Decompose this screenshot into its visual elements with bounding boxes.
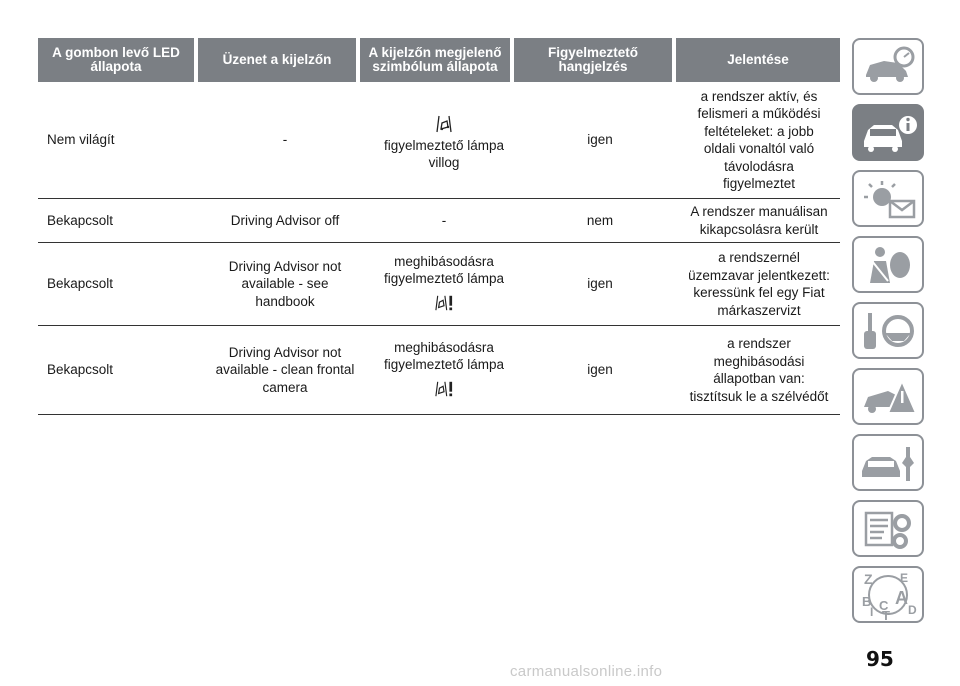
warning-table	[38, 38, 840, 415]
header-led-state: A gombon levő LED állapota	[38, 38, 194, 82]
chapter-sidebar	[852, 38, 924, 632]
car-warning-triangle-icon	[858, 375, 918, 419]
cell-led: Bekapcsolt	[47, 212, 114, 228]
seatbelt-airbag-icon	[858, 243, 918, 287]
tab-starting-driving[interactable]	[852, 302, 924, 359]
tab-lights-warnings[interactable]	[852, 170, 924, 227]
cell-led: Bekapcsolt	[47, 276, 114, 292]
lights-warning-icon	[858, 177, 918, 221]
cell-sound: igen	[587, 362, 613, 378]
tab-specifications[interactable]	[852, 500, 924, 557]
cell-meaning: a rendszer meghibásodási állapotban van: tisztítsuk le a szélvédőt	[689, 336, 829, 404]
cell-meaning: a rendszernél üzemzavar jelentkezett: keressünk fel egy Fiat márkaszervizt	[688, 250, 830, 318]
index-letter-t: T	[882, 607, 890, 620]
index-letter-z: Z	[864, 570, 873, 587]
symbol-text: figyelmeztető lámpa villog	[383, 137, 505, 170]
cell-led: Nem világít	[47, 132, 115, 148]
tab-car-info[interactable]	[852, 104, 924, 161]
cell-symbol	[366, 253, 522, 316]
table-row	[38, 326, 840, 415]
lane-departure-fault-icon	[433, 380, 455, 398]
cell-sound: nem	[586, 212, 614, 228]
car-dashboard-icon	[858, 45, 918, 89]
cell-meaning: a rendszer aktív, és felismeri a működési feltételeket: a jobb oldali vonaltól való távolodásra figyelmeztet	[697, 88, 821, 191]
cell-symbol: -	[441, 212, 447, 228]
index-letter-a: A	[895, 587, 908, 608]
cell-led: Bekapcsolt	[47, 362, 114, 378]
symbol-text: meghibásodásra figyelmeztető lámpa	[383, 339, 505, 372]
cell-message: Driving Advisor not available - clean frontal camera	[215, 344, 355, 395]
watermark: carmanualsonline.info	[510, 663, 663, 680]
key-steering-wheel-icon	[858, 309, 918, 353]
index-letter-b: B	[862, 593, 872, 609]
table-row	[38, 243, 840, 326]
car-info-icon	[858, 111, 918, 155]
tab-emergency[interactable]	[852, 368, 924, 425]
specifications-gears-icon	[858, 507, 918, 551]
page-number: 95	[866, 647, 894, 671]
lane-departure-icon	[435, 115, 453, 133]
cell-sound: igen	[587, 132, 613, 148]
header-symbol-state: A kijelzőn megjelenő szimbólum állapota	[360, 38, 510, 82]
lane-departure-fault-icon	[433, 294, 455, 312]
alphabet-index-icon	[858, 570, 918, 620]
index-letter-e: E	[900, 570, 909, 585]
header-acoustic-warning: Figyelmeztető hangjelzés	[514, 38, 672, 82]
tab-dashboard[interactable]	[852, 38, 924, 95]
table-row	[38, 199, 840, 243]
tab-index[interactable]	[852, 566, 924, 623]
header-meaning: Jelentése	[676, 38, 840, 82]
symbol-text: meghibásodásra figyelmeztető lámpa	[383, 253, 505, 286]
cell-meaning: A rendszer manuálisan kikapcsolásra került	[690, 204, 828, 237]
cell-sound: igen	[587, 276, 613, 292]
cell-message: Driving Advisor not available - see handbook	[228, 258, 342, 309]
table-row	[38, 82, 840, 199]
table-header	[38, 38, 840, 82]
cell-symbol	[366, 339, 522, 402]
tab-safety[interactable]	[852, 236, 924, 293]
index-letter-d: D	[908, 602, 917, 617]
cell-symbol	[366, 109, 522, 172]
cell-message: Driving Advisor off	[230, 212, 340, 228]
header-display-message: Üzenet a kijelzőn	[198, 38, 356, 82]
index-letter-i: I	[870, 604, 874, 619]
cell-message: -	[282, 132, 288, 148]
index-letter-c: C	[879, 597, 889, 613]
tab-maintenance[interactable]	[852, 434, 924, 491]
car-maintenance-icon	[858, 441, 918, 485]
